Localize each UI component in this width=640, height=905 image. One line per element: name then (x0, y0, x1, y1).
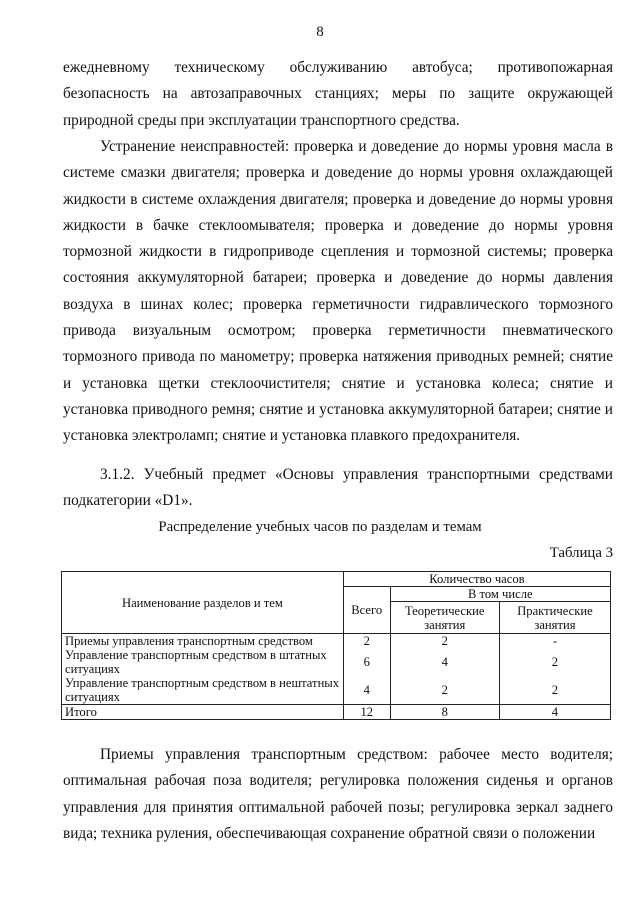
row-total: 2 (343, 634, 390, 649)
row-total: 6 (343, 648, 390, 676)
table-row (62, 634, 611, 649)
header-practice: Практические занятия (499, 602, 610, 634)
hours-table (61, 571, 611, 720)
table-total-row (62, 705, 611, 720)
paragraph-subject-heading: 3.1.2. Учебный предмет «Основы управления транспортными средствами подкатегории «D1». (63, 466, 613, 510)
row-total: 4 (343, 676, 390, 705)
total-label: Итого (62, 705, 344, 720)
header-theory: Теоретические занятия (390, 602, 499, 634)
table-row (62, 676, 611, 705)
header-total: Всего (343, 587, 390, 634)
table-number: Таблица 3 (549, 545, 613, 561)
table-row (62, 648, 611, 676)
paragraph-troubleshooting: Устранение неисправностей: проверка и доведение до нормы уровня масла в системе смазки двигателя; проверка и доведение до нормы уровня охлаждающей жидкости в системе охлаждения двигателя; проверка и доведение до нормы уровня жидкости в бачке стеклоомывателя; проверка и доведение до нормы уровня тормозной жидкости в гидроприводе сцепления и тормозной системы; проверка состояния аккумуляторной батареи; проверка и доведение до нормы давления воздуха в шинах колес; проверка герметичности гидравлического тормозного привода визуальным осмотром; проверка герметичности пневматического тормозного привода по манометру; проверка натяжения приводных ремней; снятие и установка щетки стеклоочистителя; снятие и установка колеса; снятие и установка приводного ремня; снятие и установка аккумуляторной батареи; снятие и установка электроламп; снятие и установка плавкого предохранителя. (63, 138, 613, 445)
header-section-name: Наименование разделов и тем (62, 572, 344, 634)
total-theory: 8 (390, 705, 499, 720)
row-theory: 2 (390, 634, 499, 649)
table-caption: Распределение учебных часов по разделам и темам (158, 519, 482, 535)
total-hours: 12 (343, 705, 390, 720)
row-name: Приемы управления транспортным средством (62, 634, 344, 649)
page-number: 8 (316, 24, 324, 40)
header-hours-count: Количество часов (343, 572, 610, 587)
paragraph-vehicle-control: Приемы управления транспортным средством: рабочее место водителя; оптимальная рабочая поза водителя; регулировка положения сиденья и органов управления для принятия оптимальной рабочей позы; регулировка зеркал заднего вида; техника руления, обеспечивающая сохранение обратной связи о положении (63, 746, 613, 842)
row-practice: 2 (499, 676, 610, 705)
row-practice: - (499, 634, 610, 649)
total-practice: 4 (499, 705, 610, 720)
row-theory: 4 (390, 648, 499, 676)
row-name: Управление транспортным средством в нештатных ситуациях (62, 676, 344, 705)
row-theory: 2 (390, 676, 499, 705)
paragraph-continuation: ежедневному техническому обслуживанию автобуса; противопожарная безопасность на автозаправочных станциях; меры по защите окружающей природной среды при эксплуатации транспортного средства. (63, 59, 613, 129)
row-practice: 2 (499, 648, 610, 676)
row-name: Управление транспортным средством в штатных ситуациях (62, 648, 344, 676)
header-including: В том числе (390, 587, 610, 602)
